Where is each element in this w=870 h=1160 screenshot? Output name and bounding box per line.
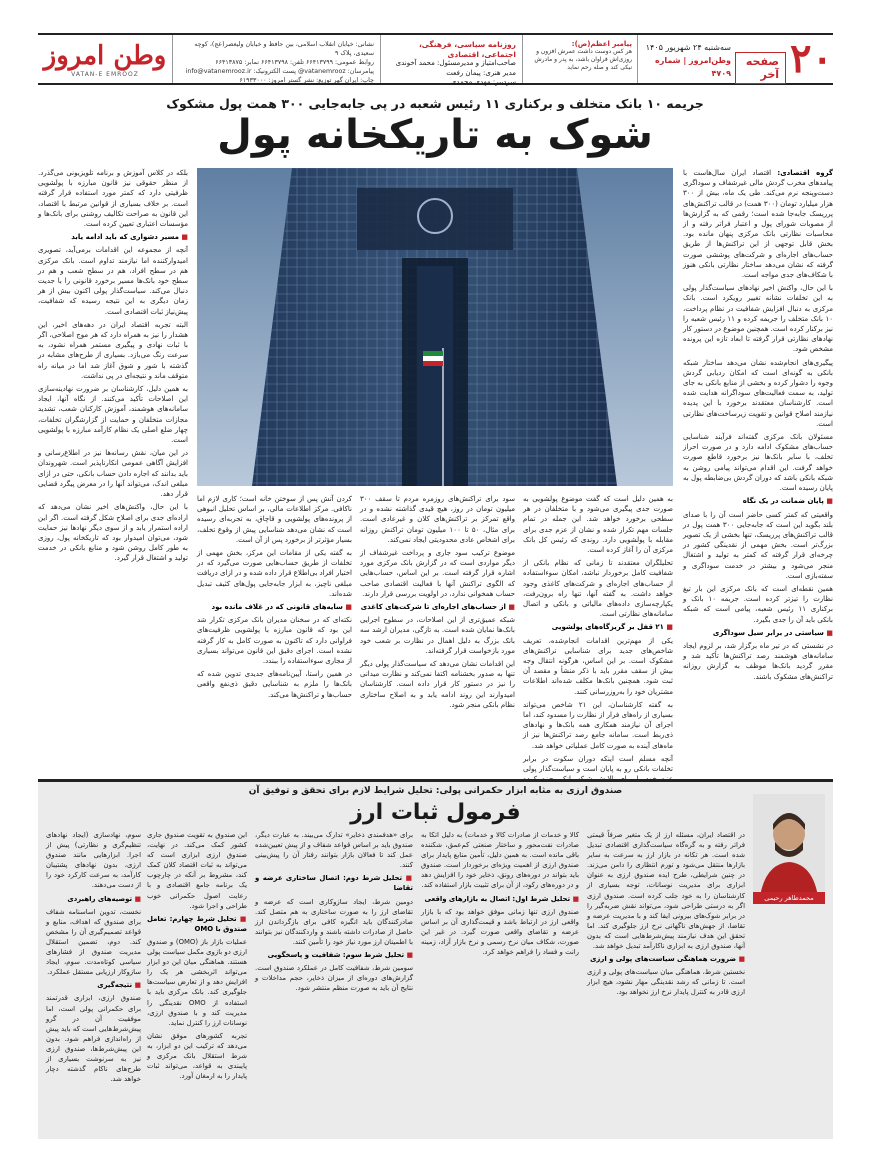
paragraph: صندوق ارزی تنها زمانی موفق خواهد بود که با بازار واقعی ارز در ارتباط باشد و قیمت‌گذاری آن بر اساس عرضه و تقاضای واقعی صورت گیرد. در غیر این صورت، شکاف میان نرخ رسمی و نرخ بازار آزاد، زمینه رانت و فساد را فراهم خواهد کرد.	[421, 907, 579, 957]
contact-line: چاپ: ایران گهر توزیع: نشر گستر امروز: ۶۱۹۳۳۰۰۰	[239, 77, 374, 84]
paragraph: یکی از مهم‌ترین اقدامات انجام‌شده، تعریف شاخص‌های جدید برای شناسایی تراکنش‌های مشکوک است. بر این اساس، هرگونه انتقال وجه بیش از سقف مقرر باید با ذکر منشأ و مقصد آن ثبت شود. همچنین بانک‌ها مکلف شده‌اند اطلاعات مشتریان خود را به‌روزرسانی کنند.	[523, 636, 673, 696]
box-title: فرمول ثبات ارز	[350, 800, 521, 825]
box-column-3	[255, 830, 413, 1135]
byline: گروه اقتصادی:	[777, 169, 833, 177]
subheading: ■ ضرورت هماهنگی سیاست‌های پولی و ارزی	[587, 954, 745, 964]
central-bank-photo	[197, 168, 673, 486]
subheading: ■ ۲۱ قفل بر گریزگاه‌های پولشویی	[523, 622, 673, 632]
logo	[38, 35, 172, 83]
paper-tagline: روزنامه سیاسی، فرهنگی، اجتماعی، اقتصادی	[418, 40, 516, 59]
date-line: سه‌شنبه ۲۴ شهریور ۱۴۰۵	[645, 43, 731, 52]
subheading: ■ سیاستی در برابر سیل سوداگری	[683, 628, 833, 638]
article-column-left	[38, 168, 188, 770]
issue-line: وطن‌امروز | شماره ۴۷۰۹	[654, 56, 731, 78]
subheading: ■ تحلیل شرط سوم: شفافیت و پاسخگویی	[255, 950, 413, 960]
subheading: ■ تحلیل شرط اول: اتصال به بازارهای واقعی	[421, 894, 579, 904]
paragraph: در این میان، نقش رسانه‌ها نیز در اطلاع‌رسانی و افزایش آگاهی عمومی انکارناپذیر است. شهروندان باید بدانند که اجاره دادن حساب بانکی، حتی در ازای مبلغی اندک، می‌تواند آنها را در معرض پیگرد قضایی قرار دهد.	[38, 449, 188, 499]
box-column-1	[587, 830, 745, 1135]
paragraph: این صندوق به تقویت صندوق جاری کشور کمک می‌کند. در نهایت، صندوق ارزی ابزاری است که می‌تواند به ثبات اقتصاد کلان کمک کند، مشروط بر آنکه در چارچوب یک برنامه جامع اقتصادی و با رعایت اصول حکمرانی خوب طراحی و اجرا شود.	[147, 831, 247, 910]
hadith-title: پیامبر اعظم(ص):	[571, 40, 632, 48]
article-column-mid-center	[360, 494, 515, 770]
subheading: ■ تحلیل شرط دوم: اتصال ساختاری عرضه و تقاضا	[255, 873, 413, 893]
paragraph: عملیات بازار باز (OMO) و صندوق ارزی دو بازوی مکمل سیاست پولی هستند. هماهنگی میان این دو ابزار می‌تواند اثربخشی هر یک را افزایش دهد و از تعارض سیاست‌ها جلوگیری کند. بانک مرکزی باید با استفاده از OMO نقدینگی را مدیریت کند و با صندوق ارزی، نوسانات ارز را کنترل نماید.	[147, 937, 247, 1027]
paragraph: به گفته کارشناسان، این ۲۱ شاخص می‌تواند بسیاری از راه‌های فرار از نظارت را مسدود کند، اما اجرای آن نیازمند همکاری همه بانک‌ها و نهادهای ذی‌ربط است. سامانه جامع رصد تراکنش‌ها نیز از ماه‌های آینده به صورت کامل عملیاتی خواهد شد.	[523, 700, 673, 750]
author-portrait-icon	[753, 794, 825, 904]
subheading: ■ تحلیل شرط چهارم: تعامل صندوق با OMO	[147, 914, 247, 934]
article-column-mid-left	[197, 494, 352, 770]
paragraph: نکته‌ای که در سخنان مدیران بانک مرکزی تکرار شد این بود که قانون مبارزه با پولشویی ظرفیت‌های فراوانی دارد که تاکنون به صورت کامل به کار گرفته نشده است. اجرای دقیق این قانون می‌تواند بسیاری از مجاری سوءاستفاده را ببندد.	[197, 616, 352, 666]
paragraph: البته تجربه اقتصاد ایران در دهه‌های اخیر، این هشدار را نیز به همراه دارد که هر موج اصلاحی، اگر با ثبات نهادی و پیگیری مستمر همراه نشود، به سرعت رنگ می‌بازد. بسیاری از طرح‌های مشابه در گذشته با شور و شوق آغاز شد اما در میانه راه متوقف ماند و نتیجه‌ای در پی نداشت.	[38, 320, 188, 380]
paragraph: سوم، نهادسازی (ایجاد نهادهای تنظیم‌گری و نظارتی) پیش از اجرا. ابزارهایی مانند صندوق ارزی، بدون نهادهای پشتیبان کارآمد، به سرعت کارکرد خود را از دست می‌دهند.	[46, 831, 141, 890]
contact-line: نشانی: خیابان انقلاب اسلامی، بین حافظ و خیابان ولیعصر(عج)، کوچه سعیدی، پلاک ۹	[194, 41, 374, 57]
paragraph: شبکه عمیق‌تری از این اصلاحات، در سطوح اجرایی بانک‌ها نمایان شده است. به تازگی، مدیران ارشد سه بانک بزرگ به دلیل اهمال در نظارت بر شعب خود مورد بازخواست قرار گرفته‌اند.	[360, 616, 515, 655]
staff-block	[380, 35, 522, 86]
paragraph: به همین دلیل، کارشناسان بر ضرورت نهادینه‌سازی این اصلاحات تأکید می‌کنند. از نگاه آنها، ایجاد سامانه‌های هوشمند، آموزش کارکنان شعب، تشدید مجازات متخلفان و حمایت از گزارشگران تخلفات، چهار ضلع اصلی یک نظام کارآمد مبارزه با پولشویی است.	[38, 385, 188, 445]
paragraph: آنچه مسلم است اینکه دوران سکوت در برابر تخلفات بانکی رو به پایان است و سیاست‌گذار پولی	[523, 754, 673, 774]
owner-line: صاحب‌امتیاز و مدیرمسئول: محمد آخوندی	[395, 59, 516, 67]
hadith-block	[522, 35, 637, 83]
paragraph: تحلیلگران معتقدند تا زمانی که نظام بانکی از شفافیت کامل برخوردار نباشد، امکان سوءاستفاده از حساب‌های اجاره‌ای و شرکت‌های کاغذی وجود خواهد داشت. به گفته آنها، تنها راه برون‌رفت، یکپارچه‌سازی داده‌های مالیاتی و بانکی و اتصال سامانه‌های نظارتی است.	[523, 559, 673, 619]
paragraph: کردن آتش پس از سوختن خانه است؛ کاری لازم اما ناکافی. مرکز اطلاعات مالی، بر اساس تحلیل انبوهی از پرونده‌های پولشویی و قاچاق، به تجربه‌ای رسیده است که نشان می‌دهد شناسایی پیش از وقوع تخلف، بسیار مؤثرتر از برخورد پس از آن است.	[197, 495, 352, 544]
paragraph: در نشستی که در تیر ماه برگزار شد، بر لزوم ایجاد سامانه‌های هوشمند رصد تراکنش‌ها تأکید شد و مقرر گردید بانک‌ها موظف به گزارش روزانه تراکنش‌های مشکوک باشند.	[683, 641, 833, 681]
page-number-block	[735, 35, 833, 83]
paragraph: به همین دلیل است که گفت موضوع پولشویی به صورت جدی پیگیری می‌شود و با متخلفان در هر سطحی برخورد خواهد شد. این جمله در تمام جلسات مهم تکرار شده و نشان از عزم جدی برای مقابله با پولشویی دارد. روندی که رئیس کل بانک مرکزی آن را آغاز کرده است.	[523, 495, 673, 555]
logo-subtitle: VATAN-E EMROOZ	[71, 70, 139, 78]
paragraph: کالا و خدمات از صادرات کالا و خدمات) به دلیل اتکا به صادرات نفت‌محور و ساختار صنعتی کم‌عمق، شکننده باقی مانده است. به همین دلیل، تأمین منابع پایدار برای صندوق ارزی از اهمیت ویژه‌ای برخوردار است. صندوق باید بتواند در دوره‌های رونق، ذخایر خود را افزایش دهد و در دوره‌های رکود، از آن برای تثبیت بازار استفاده کند.	[421, 831, 579, 890]
subheading: ■ توصیه‌های راهبردی	[46, 894, 141, 904]
paragraph: سومین شرط، شفافیت کامل در عملکرد صندوق است. گزارش‌های دوره‌ای از میزان ذخایر، حجم مداخلات و نتایج آن باید به صورت منظم منتشر شود.	[255, 964, 413, 993]
subheading: ■ سایه‌های قانونی که در غلاف مانده بود	[197, 602, 352, 612]
paragraph: در همین راستا، آیین‌نامه‌های جدیدی تدوین شده که بانک‌ها را ملزم به شناسایی دقیق ذی‌نفع واقعی حساب‌ها و تراکنش‌ها می‌کند.	[197, 670, 352, 699]
paragraph: بلکه در کلاس آموزش و برنامه تلویزیونی می‌گذرد. از منظر حقوقی نیز قانون مبارزه با پولشویی ظرفیتی دارد که کمتر مورد استفاده قرار گرفته است. بر خلاف بسیاری از قوانین مرتبط با اقتصاد، این قانون به صراحت تکالیف روشنی برای بانک‌ها و مؤسسات اعتباری تعیین کرده است.	[38, 169, 188, 229]
paragraph: واقعیتی که کمتر کسی حاضر است آن را با صدای بلند بگوید این است که جابه‌جایی ۳۰۰ همت پول در قالب تراکنش‌های پرریسک، تنها بخشی از یک تصویر بزرگ‌تر است. بخش مهمی از نقدینگی کشور در چرخه‌ای قرار گرفته که کمتر به تولید و اشتغال منجر می‌شود و بیشتر در خدمت سوداگری و سفته‌بازی است.	[683, 510, 834, 580]
contact-line: روابط عمومی: ۶۶۴۱۳۷۹۹ تلفن: ۶۶۴۱۳۷۹۸ نمابر: ۶۶۴۱۳۸۷۵	[215, 59, 374, 66]
date-block	[637, 35, 735, 83]
headline-kicker: جریمه ۱۰ بانک متخلف و برکناری ۱۱ رئیس شعبه در پی جابه‌جایی ۳۰۰ همت پول مشکوک	[166, 96, 704, 111]
paragraph: موضوع ترکیب سود جاری و پرداخت غیرشفاف از دیگر مواردی است که در گزارش بانک مرکزی مورد اشاره قرار گرفته است. بر این اساس، حساب‌هایی که الگوی تراکنش آنها با فعالیت اقتصادی صاحب حساب همخوانی ندارد، در اولویت بررسی قرار دارند.	[360, 549, 515, 598]
central-bank-building-image	[197, 168, 673, 486]
paragraph: اقتصاد ایران سال‌هاست با پیامدهای مخرب گردش مالی غیرشفاف و سوداگری دست‌وپنجه نرم می‌کند. طی یک ماه، بیش از ۳۰۰ هزار میلیارد تومان (۳۰۰ همت) در قالب تراکنش‌های پرریسک جابه‌جا شده است؛ رقمی که به گزارش‌ها از مصوبات شورای پول و اعتبار فراتر رفته و از محاسبات نظارتی بانک مرکزی پنهان مانده بود. بخش قابل توجهی از این تراکنش‌ها از طریق حساب‌های اجاره‌ای و شرکت‌های پوششی صورت گرفته که نشان می‌دهد ساختار نظارتی بانکی هنوز با شکاف‌های جدی مواجه است.	[683, 169, 834, 280]
paragraph: همین نقطه‌ای است که بانک مرکزی این بار تیغ نظارت را تیزتر کرده است. جریمه ۱۰ بانک و برکناری ۱۱ رئیس شعبه، پیامی است که شبکه بانکی باید آن را جدی بگیرد.	[683, 584, 833, 624]
paragraph: تجربه کشورهای موفق نشان می‌دهد که ترکیب این دو ابزار، به شرط استقلال بانک مرکزی و پایبندی به قواعد، می‌تواند ثبات پایدار را به ارمغان آورد.	[147, 1031, 247, 1081]
paragraph: سود برای تراکنش‌های روزمره مردم تا سقف ۳۰۰ میلیون تومان در روز، هیچ قیدی گذاشته نشده و در واقع تمرکز بر تراکنش‌های کلان و غیرعادی است. برای مثال، ۵۰ تا ۱۰۰ میلیون تومان تراکنش روزانه برای اشخاص عادی محدودیتی ایجاد نمی‌کند.	[360, 495, 516, 544]
subheading: ■ از حساب‌های اجاره‌ای تا شرکت‌های کاغذی	[360, 602, 515, 612]
paragraph: پیگیری‌های انجام‌شده نشان می‌دهد ساختار شبکه بانکی به گونه‌ای است که امکان ردیابی گردش وجوه را دشوار کرده و بخشی از منابع بانکی به جای تولید، به سمت فعالیت‌های سوداگرانه هدایت شده است. کارشناسان معتقدند برخورد با این پدیده نیازمند اصلاح قوانین و تقویت زیرساخت‌های نظارتی است.	[683, 358, 833, 428]
currency-fund-box	[38, 779, 833, 1139]
paragraph: برای «هدفمندی ذخایر» تدارک می‌بیند. به عبارت دیگر، صندوق باید بر اساس قواعد شفاف و از پیش تعیین‌شده عمل کند تا فعالان بازار بتوانند رفتار آن را پیش‌بینی کنند.	[255, 831, 413, 870]
page-label: صفحه آخر	[735, 52, 786, 84]
box-column-5	[46, 830, 141, 1135]
paragraph: دومین شرط، ایجاد سازوکاری است که عرضه و تقاضای ارز را به صورت ساختاری به هم متصل کند. صادرکنندگان باید انگیزه کافی برای بازگرداندن ارز حاصل از صادرات داشته باشند و واردکنندگان نیز بتوانند با اطمینان ارز مورد نیاز خود را تأمین کنند.	[255, 897, 413, 946]
editor-line: مدیر هنری: پیمان رفعت	[446, 68, 516, 77]
paragraph: با این حال، واکنش اخیر نهادهای سیاست‌گذار پولی به این تخلفات نشانه تغییر رویکرد است. بانک مرکزی به دنبال افزایش شفافیت در نظام پرداخت، ۱۰ بانک متخلف را جریمه کرده و ۱۱ رئیس شعبه را نیز برکنار کرده است. همچنین موضوع در دستور کار نهادهای نظارتی قرار گرفته تا ابعاد تازه این پرونده مشخص شود.	[683, 284, 834, 354]
logo-text: وطن امروز	[43, 40, 167, 71]
paragraph: این اقدامات نشان می‌دهد که سیاست‌گذار پولی دیگر تنها به صدور بخشنامه اکتفا نمی‌کند و نظارت میدانی را نیز در دستور کار قرار داده است. کارشناسان امیدوارند این روند ادامه یابد و به اصلاح ساختاری نظام بانکی منجر شود.	[360, 660, 515, 709]
paragraph: صندوق ارزی، ابزاری قدرتمند برای حکمرانی پولی است، اما موفقیت آن در گرو پیش‌شرط‌هایی است که باید پیش از راه‌اندازی فراهم شود. بدون این پیش‌شرط‌ها، صندوق ارزی نیز به سرنوشت بسیاری از طرح‌های ناکام گذشته دچار خواهد شد.	[46, 994, 141, 1084]
paragraph: آنچه از مجموعه این اقدامات برمی‌آید، تصویری امیدوارکننده اما نیازمند تداوم است. بانک مرکزی هم در سطح افراد، هم در سطح شعب و هم در سطح خود بانک‌ها مسیر برخورد قانونی را با جدیت دنبال می‌کند. سیاست‌گذار پولی اکنون بیش از هر زمان دیگری به این نتیجه رسیده که شفافیت، پیش‌نیاز ثبات اقتصادی است.	[38, 246, 188, 316]
subheading: ■ مسیر دشواری که باید ادامه یابد	[38, 232, 188, 242]
contact-line: پیامرسان: vatanemrooz@ پست الکترونیک: info@vatanemrooz.ir	[185, 68, 374, 75]
contact-block	[172, 35, 380, 83]
paragraph: با این حال، واکنش‌های اخیر نشان می‌دهد که اراده‌ای جدی برای اصلاح شکل گرفته است. اگر این اراده استمرار یابد و از سوی دیگر نهادها نیز حمایت شود، می‌توان امیدوار بود که تاریکخانه پول، روزی به طور کامل روشن شود و منابع بانکی در خدمت تولید و اشتغال قرار گیرد.	[38, 503, 188, 563]
masthead	[38, 33, 833, 85]
hadith-text: هر کس دوست داشت عمرش افزون و روزی‌اش فراوان باشد، به پدر و مادرش نیکی کند و صله رحم نماید	[534, 48, 632, 71]
author-name: محمدطاهر رحیمی	[753, 892, 825, 904]
article-column-right	[683, 168, 833, 770]
article-column-mid-right	[523, 494, 673, 774]
subheading: ■ نتیجه‌گیری	[46, 980, 141, 990]
paragraph: در اقتصاد ایران، مسئله ارز از یک متغیر صرفاً قیمتی فراتر رفته و به گره‌گاه سیاست‌گذاری اقتصادی تبدیل شده است. هر تکانه در بازار ارز به سرعت به سایر بازارها منتقل می‌شود و تورم انتظاری را دامن می‌زند. در چنین شرایطی، طرح ایده صندوق ارزی به عنوان ابزاری برای مدیریت نوسانات، توجه بسیاری از کارشناسان را به خود جلب کرده است. صندوق ارزی اگر به درستی طراحی شود، می‌تواند نقش ضربه‌گیر را در برابر شوک‌های بیرونی ایفا کند و با مدیریت عرضه و تقاضا، از جهش‌های ناگهانی نرخ ارز جلوگیری کند. اما تحقق این هدف نیازمند پیش‌شرط‌هایی است که بدون آنها، صندوق ارزی به ابزاری ناکارآمد تبدیل خواهد شد.	[587, 831, 745, 951]
subheading: ■ پایان ضمانت در یک نگاه	[683, 496, 833, 506]
box-column-2	[421, 830, 579, 1135]
paragraph: نخست، تدوین اساسنامه شفاف برای صندوق که اهداف، منابع و قواعد تصمیم‌گیری آن را مشخص کند. دوم، تضمین استقلال مدیریت صندوق از فشارهای سیاسی کوتاه‌مدت. سوم، ایجاد سازوکار ارزیابی مستقل عملکرد.	[46, 907, 141, 977]
paragraph: به گفته یکی از مقامات این مرکز، بخش مهمی از تخلفات از طریق حساب‌هایی صورت می‌گیرد که در اختیار افراد بی‌اطلاع قرار داده شده و در ازای دریافت مبلغی ناچیز، به ابزار جابه‌جایی پول‌های کثیف تبدیل شده‌اند.	[197, 549, 352, 598]
main-headline: شوک به تاریکخانه پول	[217, 112, 653, 158]
paragraph: نخستین شرط، هماهنگی میان سیاست‌های پولی و ارزی است. تا زمانی که رشد نقدینگی مهار نشود، هیچ ابزار ارزی قادر به کنترل پایدار نرخ ارز نخواهد بود.	[587, 968, 745, 997]
paragraph: مسئولان بانک مرکزی گفته‌اند فرآیند شناسایی حساب‌های مشکوک ادامه دارد و در صورت احراز تخلف، با سایر بانک‌ها نیز برخورد قاطع صورت خواهد گرفت. این اقدام می‌تواند پیامی روشن به شبکه بانکی باشد که دوران گردش بی‌ضابطه پول به پایان رسیده است.	[683, 433, 833, 493]
chief-line: سردبیر: مهدی محمدی	[450, 78, 516, 86]
page-number: ۲۰	[790, 35, 833, 82]
box-kicker: صندوق ارزی به مثابه ابزار حکمرانی پولی: تحلیل شرایط لازم برای تحقق و توفیق آن	[248, 786, 623, 796]
author-photo	[753, 794, 825, 904]
box-column-4	[147, 830, 247, 1135]
